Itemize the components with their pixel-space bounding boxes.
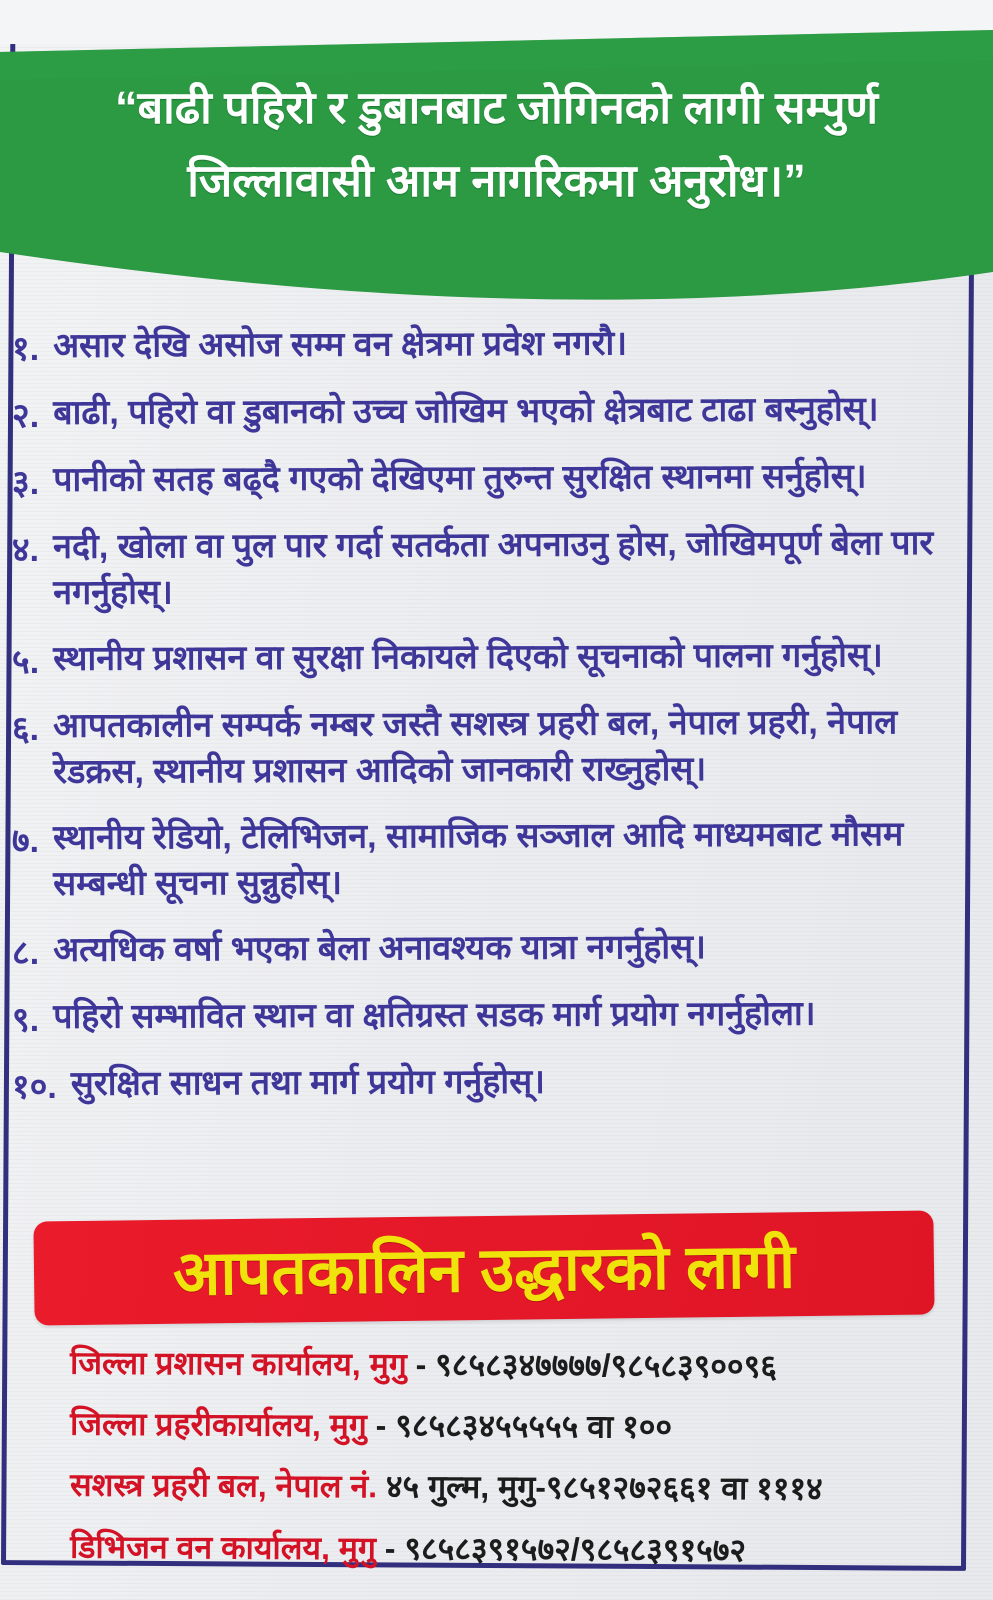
contact-label: सशस्त्र प्रहरी बल, नेपाल नं. — [69, 1467, 378, 1505]
contact-row-district-police — [70, 1403, 970, 1451]
instruction-text: अत्यधिक वर्षा भएका बेला अनावश्यक यात्रा नगर्नुहोस्। — [53, 928, 707, 970]
contact-separator: - — [406, 1346, 436, 1383]
instruction-text: नदी, खोला वा पुल पार गर्दा सतर्कता अपनाउनु होस, जोखिमपूर्ण बेला पार नगर्नुहोस्। — [52, 524, 934, 612]
instruction-text: स्थानीय प्रशासन वा सुरक्षा निकायले दिएको सूचनाको पालना गर्नुहोस्। — [53, 636, 883, 679]
instruction-item-9 — [12, 991, 978, 1041]
instruction-item-1 — [12, 320, 978, 370]
instruction-item-3 — [12, 454, 978, 504]
instruction-text: असार देखि असोज सम्म वन क्षेत्रमा प्रवेश नगरौ। — [53, 324, 628, 365]
emergency-rescue-banner — [33, 1211, 934, 1326]
instruction-item-4 — [12, 521, 978, 616]
contact-row-division-forest — [70, 1525, 970, 1573]
instruction-number: ९. — [11, 1001, 40, 1040]
contact-number: ९८५८३४५५५५५ वा १०० — [395, 1407, 673, 1445]
instruction-text: पानीको सतह बढ्दै गएको देखिएमा तुरुन्त सुरक्षित स्थानमा सर्नुहोस्। — [53, 457, 867, 499]
header-title-line1: “बाढी पहिरो र डुबानबाट जोगिनको लागी सम्पुर्ण — [114, 82, 879, 133]
instruction-number: २. — [11, 396, 40, 436]
contact-label: जिल्ला प्रहरीकार्यालय, मुगु — [69, 1405, 367, 1444]
instruction-item-6 — [12, 700, 978, 795]
instruction-number: ६. — [11, 710, 40, 749]
instruction-number: १०. — [11, 1068, 57, 1107]
instruction-item-2 — [12, 387, 978, 437]
header-title — [0, 72, 993, 218]
contact-list — [70, 1344, 970, 1589]
instruction-text: सुरक्षित साधन तथा मार्ग प्रयोग गर्नुहोस्। — [70, 1063, 546, 1104]
contact-separator: - — [375, 1529, 405, 1566]
instruction-text: बाढी, पहिरो वा डुबानको उच्च जोखिम भएको क्षेत्रबाट टाढा बस्नुहोस्। — [53, 390, 879, 432]
header-title-line2: जिल्लावासी आम नागरिकमा अनुरोध।” — [187, 154, 806, 206]
instruction-number: ५. — [11, 643, 40, 682]
contact-separator — [377, 1469, 386, 1505]
contact-separator: - — [366, 1407, 396, 1444]
instruction-list — [12, 322, 978, 1127]
contact-label: डिभिजन वन कार्यालय, मुगु — [69, 1528, 377, 1566]
instruction-number: ८. — [11, 934, 40, 973]
instruction-number: ७. — [11, 822, 40, 861]
contact-number: ९८५८३९१५७२/९८५८३९१५७२ — [404, 1529, 747, 1568]
instruction-number: ४. — [11, 530, 40, 570]
instruction-number: ३. — [11, 463, 40, 503]
contact-row-armed-police — [70, 1464, 970, 1512]
instruction-number: १. — [11, 329, 40, 369]
instruction-item-8 — [12, 924, 978, 974]
instruction-item-5 — [12, 633, 978, 683]
instruction-item-10 — [12, 1058, 978, 1108]
instruction-text: स्थानीय रेडियो, टेलिभिजन, सामाजिक सञ्जाल आदि माध्यमबाट मौसम सम्बन्धी सूचना सुन्नुहोस्। — [52, 815, 904, 903]
instruction-item-7 — [12, 812, 978, 907]
contact-number: ९८५८३४७७७७/९८५८३९००९६ — [435, 1346, 778, 1385]
contact-row-district-administration — [70, 1342, 970, 1390]
contact-number: ४५ गुल्म, मुगु-९८५१२७२६६१ वा १११४ — [385, 1468, 823, 1507]
instruction-text: आपतकालीन सम्पर्क नम्बर जस्तै सशस्त्र प्रहरी बल, नेपाल प्रहरी, नेपाल रेडक्रस, स्थानीय प्रशासन आदिको जानकारी राख्नुहोस्। — [52, 703, 898, 791]
emergency-rescue-banner-label: आपतकालिन उद्धारको लागी — [172, 1232, 796, 1309]
contact-label: जिल्ला प्रशासन कार्यालय, मुगु — [69, 1344, 407, 1383]
instruction-text: पहिरो सम्भावित स्थान वा क्षतिग्रस्त सडक मार्ग प्रयोग नगर्नुहोला। — [53, 994, 816, 1037]
